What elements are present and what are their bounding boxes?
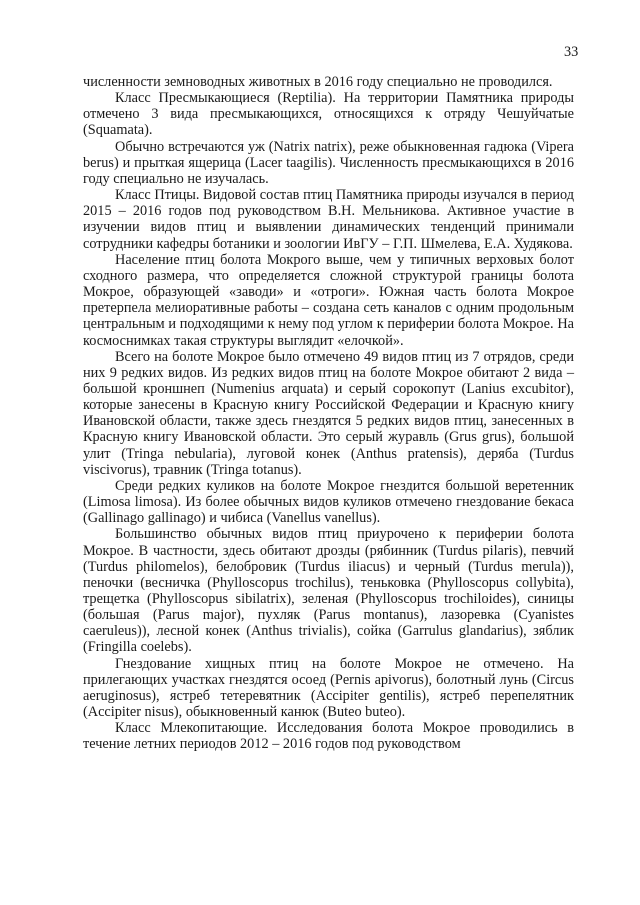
paragraph-waders: Среди редких куликов на болоте Мокрое гнездится большой веретенник (Limosa limosa). Из более обычных видов куликов отмечено гнездование бекаса (Gallinago gallinago) и чибиса (Vanellus vanellus). bbox=[83, 477, 574, 527]
paragraph-mammals-class: Класс Млекопитающие. Исследования болота Мокрое проводились в течение летних периодов 2012 – 2016 годов под руководством bbox=[83, 720, 574, 753]
paragraph-raptors: Гнездование хищных птиц на болоте Мокрое не отмечено. На прилегающих участках гнездятся осоед (Pernis apivorus), болотный лунь (Circus aeruginosus), ястреб тетеревятник (Accipiter gentilis), ястреб перепелятник (Accipiter nisus), обыкновенный канюк (Buteo buteo). bbox=[83, 655, 574, 721]
paragraph-amphibians-end: численности земноводных животных в 2016 году специально не проводился. bbox=[83, 74, 553, 90]
paragraph-birds-class: Класс Птицы. Видовой состав птиц Памятника природы изучался в период 2015 – 2016 годов под руководством В.Н. Мельникова. Активное участие в изучении видов птиц и выявлении динамических тенденций принимали сотрудники кафедры ботаники и зоологии ИвГУ – Г.П. Шмелева, Е.А. Худякова. bbox=[83, 187, 574, 252]
paragraph-reptiles-class: Класс Пресмыкающиеся (Reptilia). На территории Памятника природы отмечено 3 вида пресмыкающихся, относящихся к отряду Чешуйчатые (Squamata). bbox=[83, 90, 574, 139]
page-number: 33 bbox=[564, 44, 579, 60]
paragraph-bird-population: Население птиц болота Мокрого выше, чем у типичных верховых болот сходного размера, что определяется сложной структурой границы болота Мокрое, образующей «заводи» и «отроги». Южная часть болота Мокрое претерпела мелиоративные работы – создана сеть каналов с одним продольным центральным и подходящими к нему под углом к периферии болота Мокрое. На космоснимках такая структуры выглядит «елочкой». bbox=[83, 251, 574, 349]
paragraph-rare-birds: Всего на болоте Мокрое было отмечено 49 видов птиц из 7 отрядов, среди них 9 редких видов. Из редких видов птиц на болоте Мокрое обитают 2 вида – большой кроншнеп (Numenius arquata) и серый сорокопут (Lanius excubitor), которые занесены в Красную книгу Российской Федерации и Красную книгу Ивановской области, также здесь гнездятся 5 редких видов птиц, занесенных в Красную книгу Ивановской области. Это серый журавль (Grus grus), большой улит (Tringa nebularia), луговой конек (Anthus pratensis), деряба (Turdus viscivorus), травник (Tringa totanus). bbox=[83, 348, 574, 478]
paragraph-common-birds: Большинство обычных видов птиц приурочено к периферии болота Мокрое. В частности, здесь обитают дрозды (рябинник (Turdus pilaris), певчий (Turdus philomelos), белобровик (Turdus iliacus) и черный (Turdus merula)), пеночки (весничка (Phylloscopus trochilus), теньковка (Phylloscopus collybita), трещетка (Phylloscopus sibilatrix), зеленая (Phylloscopus trochiloides), синицы (большая (Parus major), пухляк (Parus montanus), лазоревка (Cyanistes caeruleus)), лесной конек (Anthus trivialis), сойка (Garrulus glandarius), зяблик (Fringilla coelebs). bbox=[83, 526, 574, 656]
body-text bbox=[83, 74, 574, 753]
paragraph-reptiles-species: Обычно встречаются уж (Natrix natrix), реже обыкновенная гадюка (Vipera berus) и прыткая ящерица (Lacer taagilis). Численность пресмыкающихся в 2016 году специально не изучалась. bbox=[83, 138, 574, 187]
